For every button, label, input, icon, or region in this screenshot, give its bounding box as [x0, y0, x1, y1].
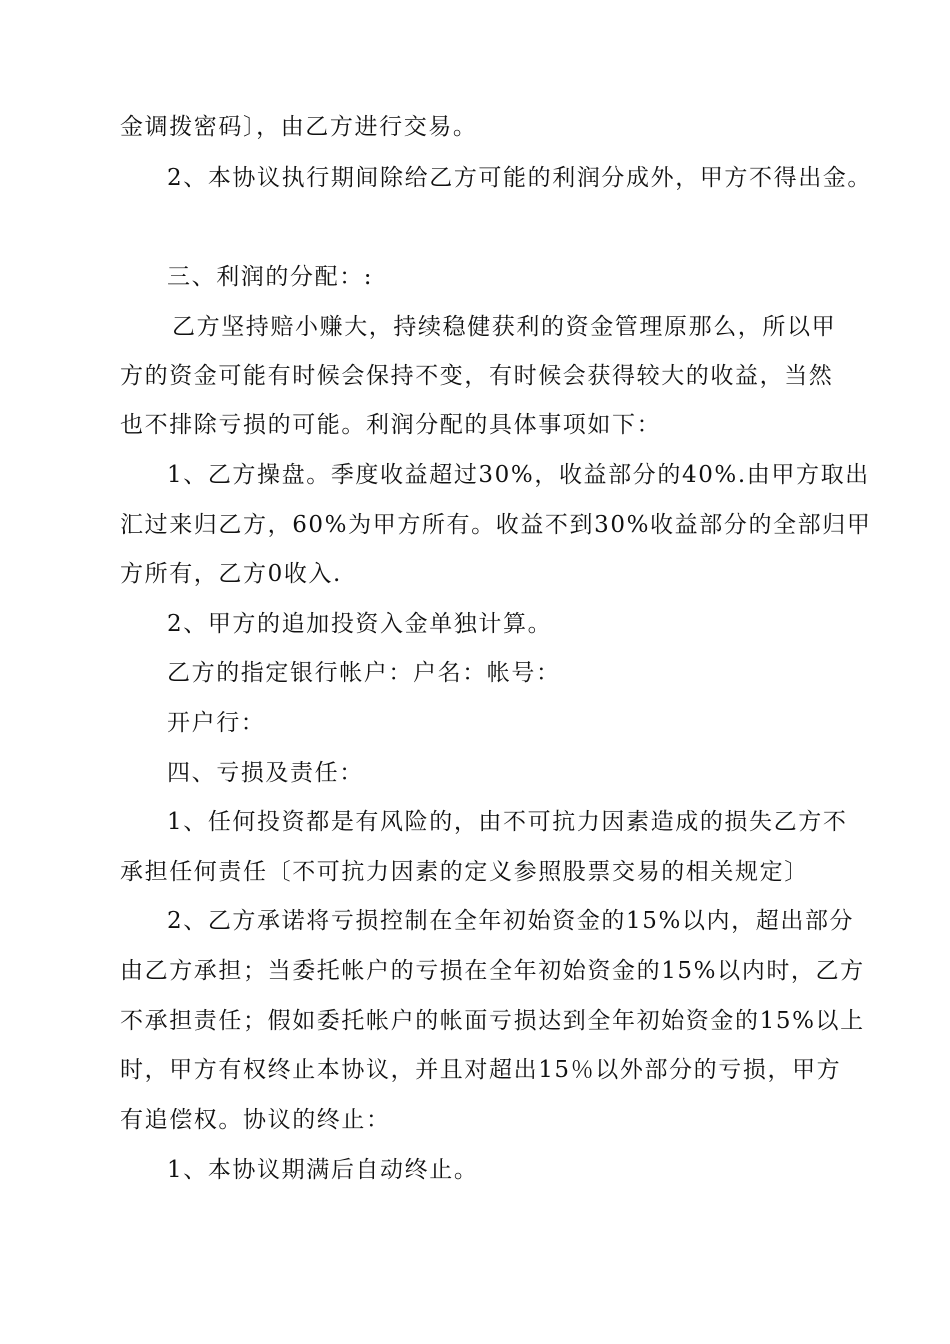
paragraph-line: 1、本协议期满后自动终止。: [167, 1157, 479, 1183]
paragraph-line: 方的资金可能有时候会保持不变，有时候会获得较大的收益，当然: [120, 363, 834, 389]
paragraph-line: 有追偿权。协议的终止：: [120, 1107, 391, 1133]
paragraph-line: 汇过来归乙方，60%为甲方所有。收益不到30%收益部分的全部归甲: [120, 512, 872, 538]
paragraph-line: 时，甲方有权终止本协议，并且对超出15％以外部分的亏损，甲方: [120, 1057, 842, 1083]
paragraph-line: 1、乙方操盘。季度收益超过30%，收益部分的40%.由甲方取出: [167, 462, 870, 488]
paragraph-line: 金调拨密码〕，由乙方进行交易。: [120, 114, 478, 140]
paragraph-line: 乙方的指定银行帐户：户名：帐号：: [167, 660, 561, 686]
paragraph-line: 不承担责任；假如委托帐户的帐面亏损达到全年初始资金的15%以上: [120, 1008, 865, 1034]
section-heading: 三、利润的分配：:: [167, 264, 374, 290]
paragraph-line: 承担任何责任〔不可抗力因素的定义参照股票交易的相关规定〕: [120, 859, 809, 885]
paragraph-line: 也不排除亏损的可能。利润分配的具体事项如下：: [120, 412, 662, 438]
paragraph-line: 方所有，乙方0收入.: [120, 561, 342, 587]
paragraph-line: 由乙方承担；当委托帐户的亏损在全年初始资金的15%以内时，乙方: [120, 958, 865, 984]
section-heading: 四、亏损及责任：: [167, 760, 364, 786]
paragraph-line: 乙方坚持赔小赚大，持续稳健获利的资金管理原那么，所以甲: [172, 314, 837, 340]
paragraph-line: 2、甲方的追加投资入金单独计算。: [167, 611, 553, 637]
paragraph-line: 2、本协议执行期间除给乙方可能的利润分成外，甲方不得出金。: [167, 165, 873, 191]
paragraph-line: 2、乙方承诺将亏损控制在全年初始资金的15%以内，超出部分: [167, 908, 855, 934]
paragraph-line: 1、任何投资都是有风险的，由不可抗力因素造成的损失乙方不: [167, 809, 848, 835]
paragraph-line: 开户行：: [167, 710, 266, 736]
